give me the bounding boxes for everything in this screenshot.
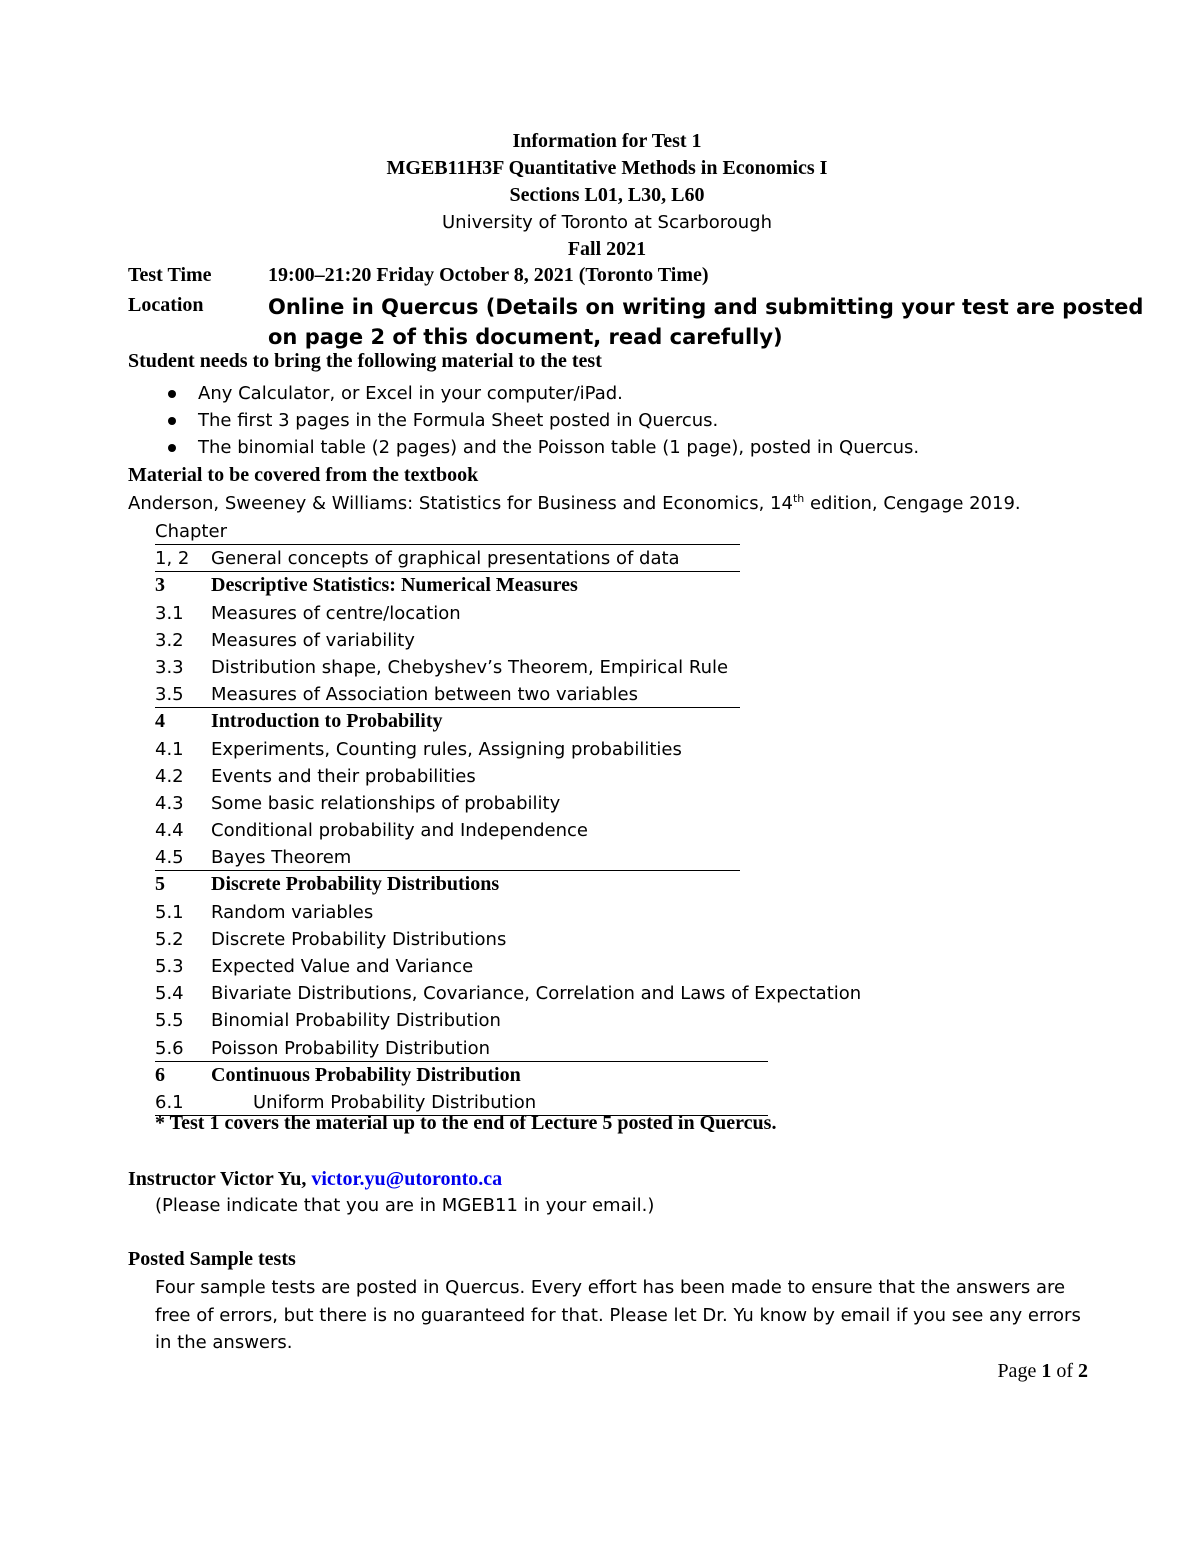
toc-title: Uniform Probability Distribution [253,1091,537,1113]
document-header [0,128,1200,263]
toc-num: 5 [155,873,165,896]
toc-num: 6.1 [155,1091,184,1113]
toc-num: 5.6 [155,1037,184,1059]
location-value [268,292,1143,352]
toc-title: Discrete Probability Distributions [211,928,507,950]
list-item-text: Any Calculator, or Excel in your computer/iPad. [198,383,623,404]
location-line-2: on page 2 of this document, read carefully) [268,325,783,349]
materials-heading: Student needs to bring the following material to the test [128,350,602,372]
toc-row [155,817,768,844]
toc-num: 3.2 [155,629,184,651]
toc-title: Events and their probabilities [211,765,476,787]
chapter-table [155,518,862,1116]
toc-title: Bivariate Distributions, Covariance, Correlation and Laws of Expectation [211,983,862,1005]
course-sections: Sections L01, L30, L60 [509,184,705,206]
toc-num: 5.5 [155,1010,184,1032]
toc-num: 5.4 [155,983,184,1005]
toc-title: Measures of centre/location [211,602,461,624]
toc-num: 4.4 [155,820,184,842]
toc-title: Distribution shape, Chebyshev’s Theorem, Empirical Rule [211,656,729,678]
toc-title: Discrete Probability Distributions [211,873,500,896]
toc-num: 5.1 [155,901,184,923]
toc-row [155,763,768,790]
toc-row [155,681,740,708]
toc-chapter-row [155,572,768,599]
toc-row [155,736,768,763]
instructor-email-link[interactable]: victor.yu@utoronto.ca [311,1168,503,1190]
chapter-column-header: Chapter [155,521,227,542]
toc-title: Conditional probability and Independence [211,820,588,842]
location-line-1: Online in Quercus (Details on writing and submitting your test are posted [268,295,1144,319]
toc-num: 4 [155,710,165,733]
bullet-icon [168,390,176,398]
toc-num: 4.3 [155,792,184,814]
toc-title: Bayes Theorem [211,847,352,869]
instructor-note: (Please indicate that you are in MGEB11 in your email.) [155,1195,655,1216]
toc-title: Experiments, Counting rules, Assigning probabilities [211,738,682,760]
toc-num: 5.2 [155,928,184,950]
toc-row [155,844,740,871]
course-name: MGEB11H3F Quantitative Methods in Economics I [386,157,828,179]
toc-row [155,600,768,627]
instructor-label: Instructor Victor Yu, [128,1168,312,1190]
term: Fall 2021 [567,238,647,260]
toc-num: 1, 2 [155,548,190,570]
toc-row [155,1007,768,1034]
toc-title: Measures of Association between two variables [211,684,638,706]
toc-num: 3.1 [155,602,184,624]
page-total: 2 [1078,1360,1088,1382]
toc-title: Some basic relationships of probability [211,792,561,814]
toc-num: 4.5 [155,847,184,869]
toc-title: Introduction to Probability [211,710,443,733]
toc-chapter-row [155,708,768,735]
toc-num: 3 [155,574,165,597]
bullet-icon [168,417,176,425]
list-item [168,380,919,407]
toc-row [155,980,862,1007]
toc-title: Binomial Probability Distribution [211,1010,501,1032]
toc-row [155,953,768,980]
test-time-label: Test Time [128,264,212,286]
toc-row [155,545,740,572]
toc-title: Random variables [211,901,374,923]
toc-num: 3.5 [155,684,184,706]
toc-num: 6 [155,1063,165,1086]
toc-num: 4.1 [155,738,184,760]
textbook-reference [128,492,1021,514]
instructor-line [128,1168,502,1191]
textbook-text-end: edition, Cengage 2019. [804,493,1021,514]
toc-row [155,1035,768,1062]
materials-list [168,380,919,461]
university-name: University of Toronto at Scarborough [441,212,773,233]
textbook-edition-sup: th [792,492,805,505]
toc-row [155,899,768,926]
toc-title: General concepts of graphical presentations of data [211,548,680,570]
page-mid: of [1051,1360,1078,1382]
toc-num: 5.3 [155,956,184,977]
textbook-text: Anderson, Sweeney & Williams: Statistics for Business and Economics, 14 [128,493,793,514]
list-item-text: The first 3 pages in the Formula Sheet posted in Quercus. [198,410,719,431]
coverage-note: * Test 1 covers the material up to the end of Lecture 5 posted in Quercus. [155,1112,777,1134]
toc-row [155,627,768,654]
toc-title: Poisson Probability Distribution [211,1037,491,1059]
toc-chapter-row [155,871,768,898]
samples-body: Four sample tests are posted in Quercus. Every effort has been made to ensure that the answers are free of errors, but there is no guaranteed for that. Please let Dr. Yu know by email if you see any errors in the answers. [155,1277,1081,1353]
list-item [168,434,919,461]
toc-title: Measures of variability [211,629,415,651]
location-label: Location [128,294,204,316]
toc-chapter-row [155,1062,768,1089]
list-item-text: The binomial table (2 pages) and the Poisson table (1 page), posted in Quercus. [198,437,920,458]
document-title: Information for Test 1 [512,130,702,152]
page-prefix: Page [997,1360,1042,1382]
toc-row [155,654,768,681]
test-time-value: 19:00–21:20 Friday October 8, 2021 (Toronto Time) [268,264,709,286]
toc-num: 3.3 [155,656,184,678]
bullet-icon [168,444,176,452]
page-number [997,1360,1088,1383]
list-item [168,407,919,434]
page-current: 1 [1041,1360,1052,1382]
toc-row [155,790,768,817]
toc-row [155,926,768,953]
samples-heading: Posted Sample tests [128,1248,296,1270]
toc-title: Descriptive Statistics: Numerical Measures [211,574,578,597]
coverage-heading: Material to be covered from the textbook [128,464,479,486]
toc-title: Continuous Probability Distribution [211,1063,521,1086]
toc-title: Expected Value and Variance [211,956,474,977]
toc-num: 4.2 [155,765,184,787]
chapter-table-header [155,518,740,545]
